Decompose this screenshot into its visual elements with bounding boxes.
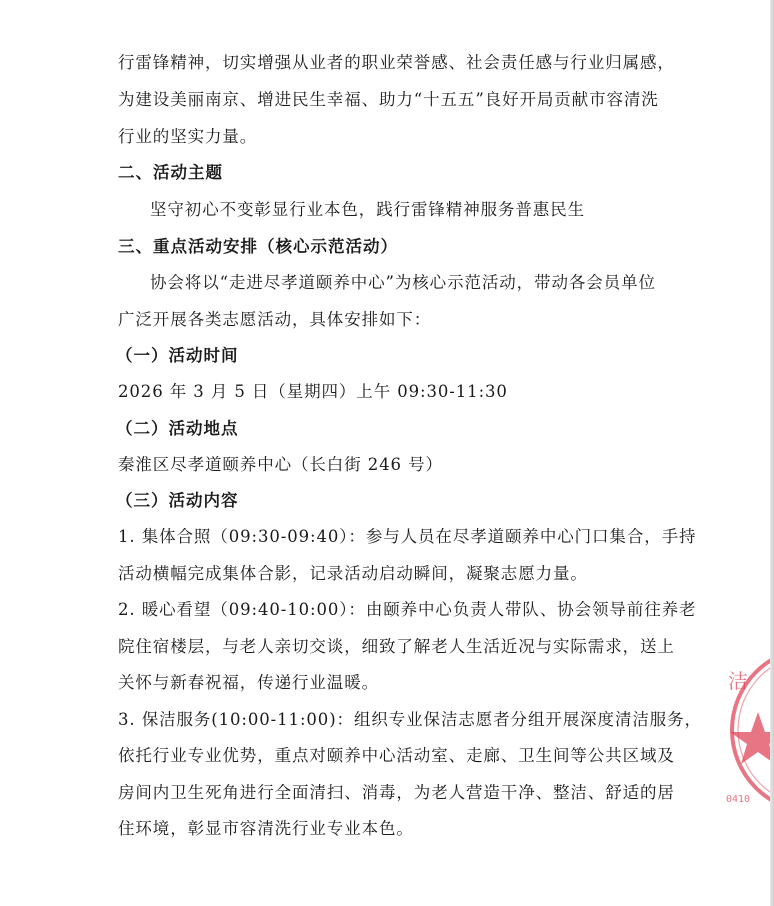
seal-number: 0410 [726, 794, 751, 805]
arrangement-intro: 广泛开展各类志愿活动，具体安排如下： [118, 310, 432, 329]
content-item-3: 住环境，彰显市容清洗行业专业本色。 [118, 819, 414, 838]
subheading-place: （二）活动地点 [116, 419, 239, 438]
time-text: 2026 年 3 月 5 日（星期四）上午 09:30-11:30 [118, 382, 508, 401]
content-item-1: 活动横幅完成集体合影，记录活动启动瞬间，凝聚志愿力量。 [118, 564, 588, 583]
seal-graphic [722, 640, 774, 820]
body-text-line: 行雷锋精神，切实增强从业者的职业荣誉感、社会责任感与行业归属感， [118, 53, 675, 72]
theme-text: 坚守初心不变彰显行业本色，践行雷锋精神服务普惠民生 [150, 200, 585, 219]
subheading-time: （一）活动时间 [116, 346, 239, 365]
body-text-line: 行业的坚实力量。 [118, 127, 258, 146]
content-item-1: 1. 集体合照（09:30-09:40）：参与人员在尽孝道颐养中心门口集合，手持 [118, 527, 697, 546]
content-item-2: 关怀与新春祝福，传递行业温暖。 [118, 673, 379, 692]
page-edge [770, 0, 774, 906]
content-item-3: 房间内卫生死角进行全面清扫、消毒，为老人营造干净、整洁、舒适的居 [118, 783, 675, 802]
official-seal [722, 640, 774, 820]
place-text: 秦淮区尽孝道颐养中心（长白街 246 号） [118, 455, 443, 474]
section-heading-theme: 二、活动主题 [118, 163, 223, 182]
seal-text: 洁 [728, 669, 748, 693]
content-item-3: 3. 保洁服务(10:00-11:00)：组织专业保洁志愿者分组开展深度清洁服务， [118, 710, 702, 729]
content-item-2: 2. 暖心看望（09:40-10:00）：由颐养中心负责人带队、协会领导前往养老 [118, 600, 697, 619]
content-item-2: 院住宿楼层，与老人亲切交谈，细致了解老人生活近况与实际需求，送上 [118, 637, 675, 656]
content-item-3: 依托行业专业优势，重点对颐养中心活动室、走廊、卫生间等公共区域及 [118, 746, 675, 765]
body-text-line: 为建设美丽南京、增进民生幸福、助力“十五五”良好开局贡献市容清洗 [118, 90, 659, 109]
section-heading-arrangement: 三、重点活动安排（核心示范活动） [118, 237, 398, 256]
subheading-content: （三）活动内容 [116, 491, 239, 510]
arrangement-intro: 协会将以“走进尽孝道颐养中心”为核心示范活动，带动各会员单位 [150, 273, 656, 292]
